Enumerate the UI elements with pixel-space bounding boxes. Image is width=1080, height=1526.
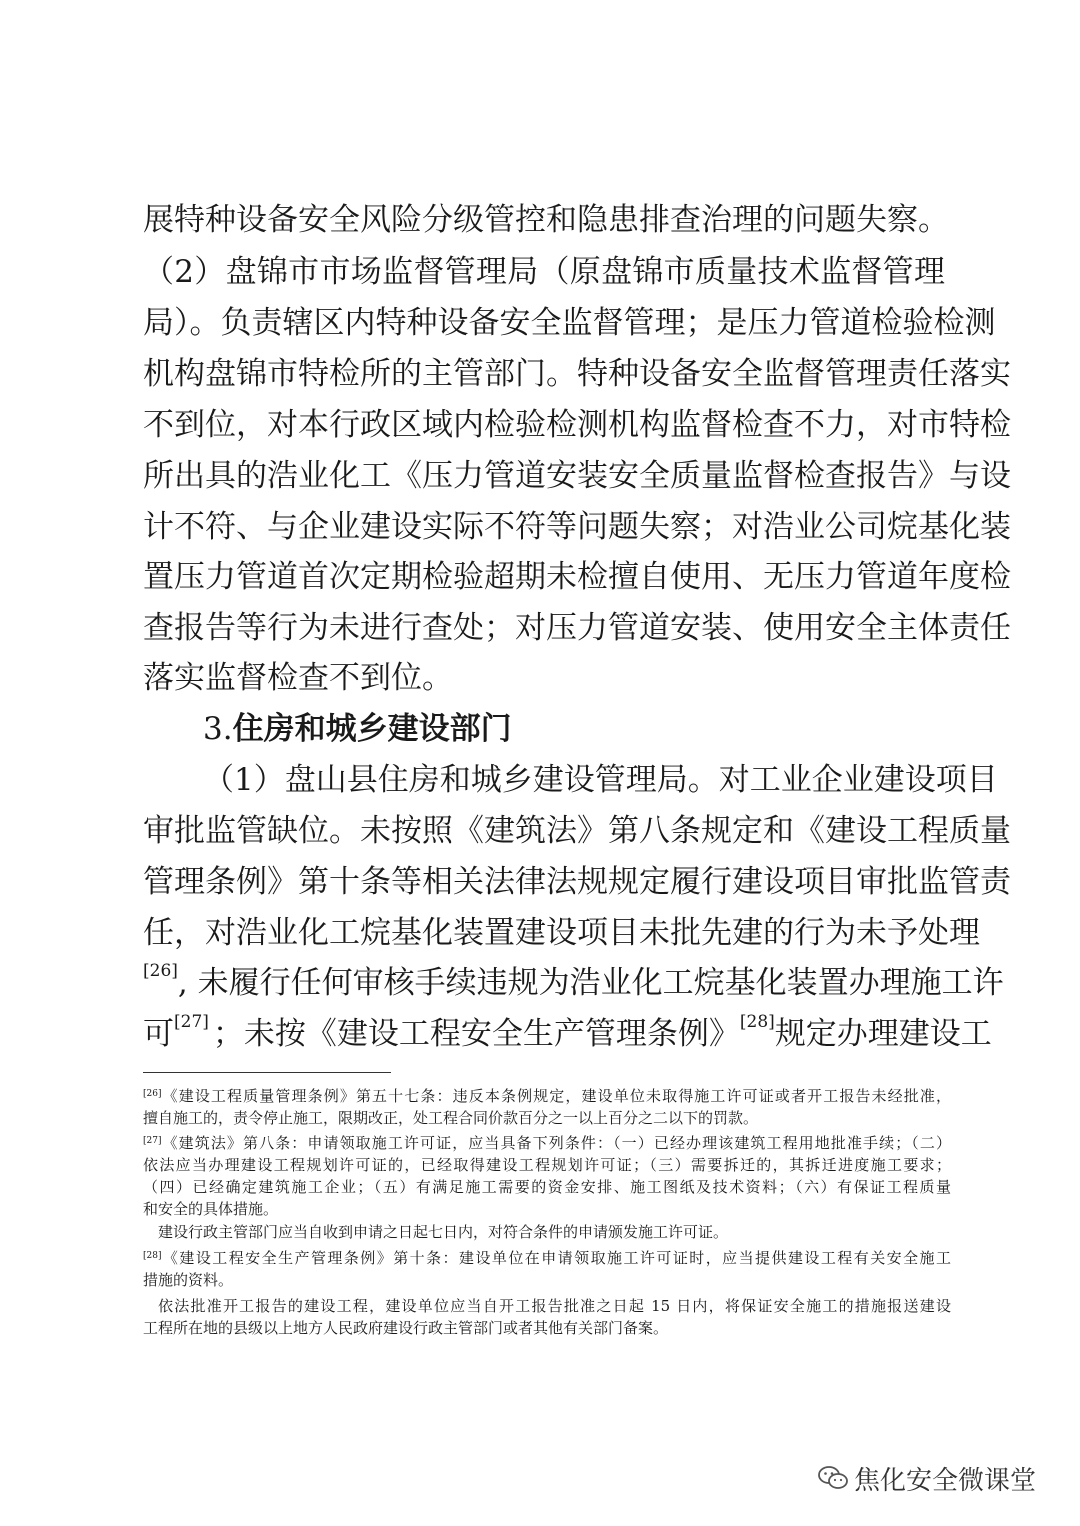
footnote-text: 工程所在地的县级以上地方人民政府建设行政主管部门或者其他有关部门备案。 [143, 1319, 669, 1337]
footnote-text: 《建设工程质量管理条例》第五十七条：违反本条例规定，建设单位未取得施工许可证或者开工报告未经批准， [161, 1087, 951, 1105]
body-line: （1）盘山县住房和城乡建设管理局。对工业企业建设项目 [203, 762, 998, 798]
footnote-ref[interactable]: [26] [143, 961, 178, 981]
body-line: 机构盘锦市特检所的主管部门。特种设备安全监督管理责任落实 [143, 356, 1011, 392]
footnote-label: [28] [143, 1251, 162, 1261]
footnote-text: 依法应当办理建设工程规划许可证的，已经取得建设工程规划许可证；（三）需要拆迁的，其拆迁进度施工要求； [143, 1156, 951, 1174]
body-line [143, 961, 1004, 1003]
wechat-icon [818, 1465, 848, 1491]
footnote-26 [143, 1086, 951, 1110]
body-line: 管理条例》第十条等相关法律法规规定履行建设项目审批监管责 [143, 864, 1011, 900]
body-line: 计不符、与企业建设实际不符等问题失察；对浩业公司烷基化装 [143, 509, 1011, 545]
body-line: 不到位，对本行政区域内检验检测机构监督检查不力，对市特检 [143, 407, 1011, 443]
footnote-28 [143, 1248, 951, 1272]
body-line: 审批监管缺位。未按照《建筑法》第八条规定和《建设工程质量 [143, 813, 1011, 849]
body-line: 局）。负责辖区内特种设备安全监督管理；是压力管道检验检测 [143, 305, 996, 341]
footnote-ref[interactable]: [28] [739, 1012, 775, 1032]
heading-number: 3. [203, 711, 233, 747]
watermark [818, 1456, 1048, 1500]
body-line-text: ；未按《建设工程安全生产管理条例》 [212, 1016, 740, 1052]
body-line-text: 规定办理建设工 [774, 1016, 992, 1052]
body-line-text: 可 [143, 1016, 174, 1052]
footnote-text: 擅自施工的，责令停止施工，限期改正，处工程合同价款百分之一以上百分之二以下的罚款。 [143, 1109, 759, 1127]
footnote-divider [143, 1072, 391, 1073]
body-line: 所出具的浩业化工《压力管道安装安全质量监督检查报告》与设 [143, 458, 1011, 494]
body-line: 查报告等行为未进行查处；对压力管道安装、使用安全主体责任 [143, 610, 1011, 646]
footnote-text: 措施的资料。 [143, 1271, 234, 1289]
footnote-text: （四）已经确定建筑施工企业；（五）有满足施工需要的资金安排、施工图纸及技术资料；（六）有保证工程质量 [143, 1178, 951, 1196]
watermark-text: 焦化安全微课堂 [854, 1465, 1037, 1496]
body-line: 置压力管道首次定期检验超期未检擅自使用、无压力管道年度检 [143, 559, 1011, 595]
body-line: 落实监督检查不到位。 [143, 660, 453, 696]
body-line-text: , 未履行任何审核手续违规为浩业化工烷基化装置办理施工许 [177, 965, 1004, 1001]
footnote-label: [27] [143, 1136, 162, 1146]
footnote-text: 依法批准开工报告的建设工程，建设单位应当自开工报告批准之日起 15 日内，将保证安全施工的措施报送建设 [158, 1297, 951, 1315]
footnote-text: 建设行政主管部门应当自收到申请之日起七日内，对符合条件的申请颁发施工许可证。 [158, 1223, 729, 1241]
footnote-text: 和安全的具体措施。 [143, 1200, 279, 1218]
footnote-ref[interactable]: [27] [174, 1012, 209, 1032]
body-line: 展特种设备安全风险分级管控和隐患排查治理的问题失察。 [143, 202, 949, 238]
footnote-label: [26] [143, 1089, 162, 1099]
footnote-text: 《建筑法》第八条：申请领取施工许可证，应当具备下列条件：（一）已经办理该建筑工程用地批准手续；（二） [161, 1134, 951, 1152]
body-line [143, 1012, 992, 1054]
footnote-27 [143, 1133, 951, 1157]
heading-text: 住房和城乡建设部门 [232, 711, 512, 747]
body-line: 任，对浩业化工烷基化装置建设项目未批先建的行为未予处理 [143, 915, 980, 951]
body-line: （2）盘锦市市场监督管理局（原盘锦市质量技术监督管理 [143, 254, 945, 290]
section-heading [203, 709, 512, 749]
footnote-text: 《建设工程安全生产管理条例》第十条：建设单位在申请领取施工许可证时，应当提供建设工程有关安全施工 [161, 1249, 951, 1267]
